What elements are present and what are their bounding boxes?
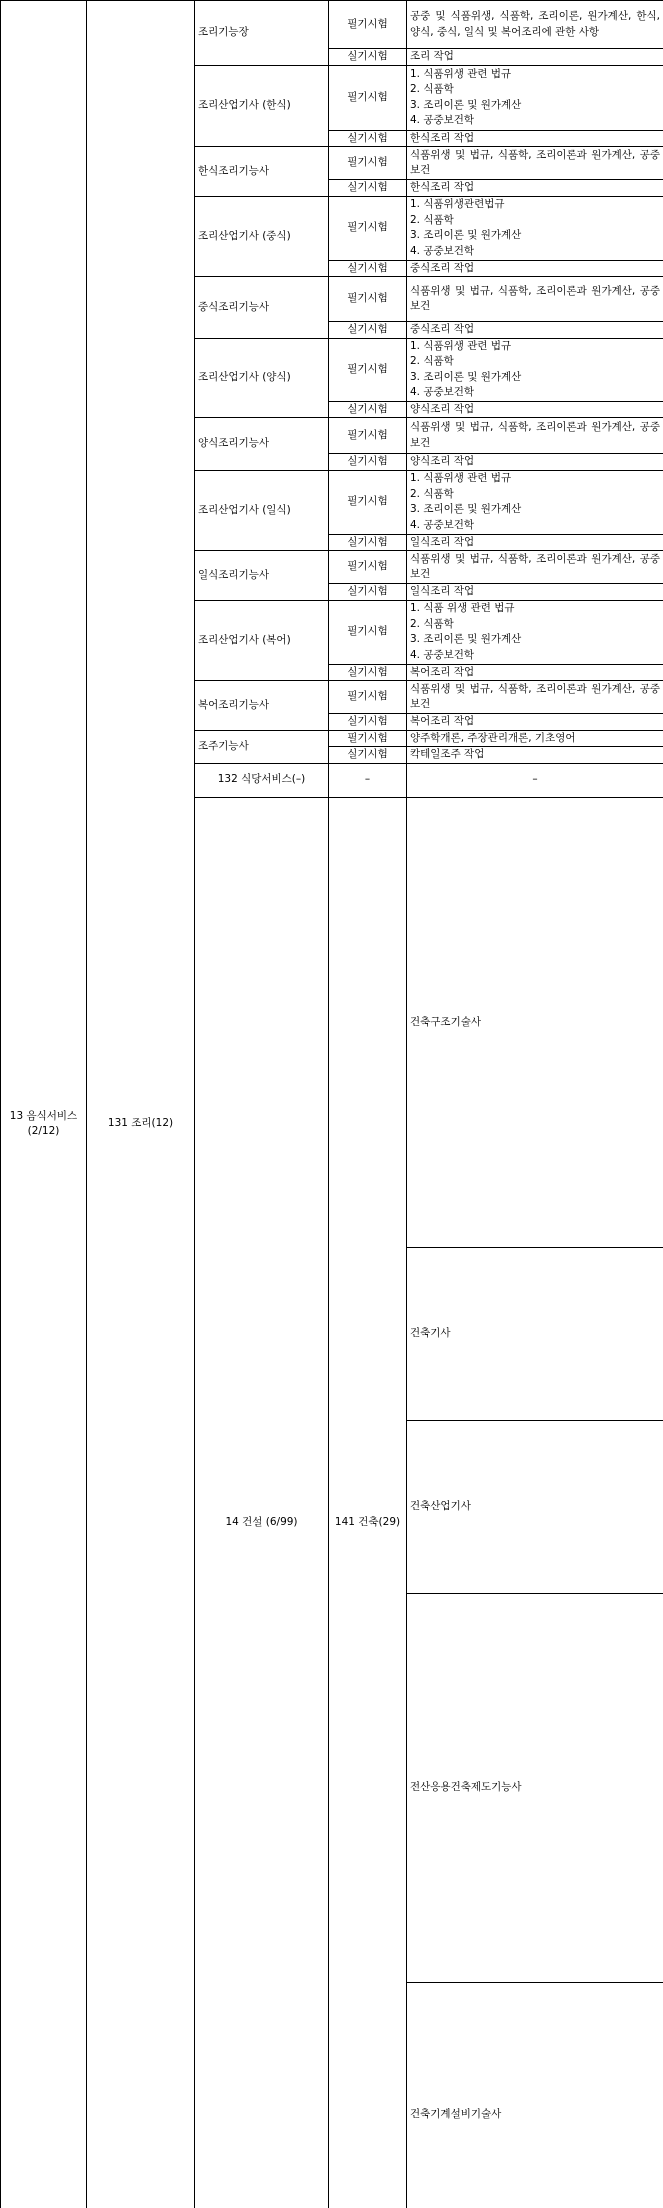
exam-subjects: 식품위생 및 법규, 식품학, 조리이론과 원가계산, 공중보건: [407, 681, 663, 714]
qualification-name: 조리산업기사 (양식): [195, 338, 329, 418]
qualification-name: 조주기능사: [195, 730, 329, 763]
major-category-food: [1, 1, 87, 2208]
exam-type: 실기시험: [329, 534, 407, 551]
exam-subjects: 양식조리 작업: [407, 454, 663, 471]
list-item: 1. 식품위생 관련 법규: [410, 471, 660, 487]
qualification-name: 조리기능장: [195, 1, 329, 66]
list-item: 2. 식품학: [410, 213, 660, 229]
exam-type: 실기시험: [329, 454, 407, 471]
list-item: 4. 공중보건학: [410, 113, 660, 129]
exam-subjects: 식품위생 및 법규, 식품학, 조리이론과 원가계산, 공중보건: [407, 551, 663, 584]
list-item: 1. 식품위생 관련 법규: [410, 339, 660, 355]
list-item: 4. 공중보건학: [410, 518, 660, 534]
exam-subjects: 식품위생 및 법규, 식품학, 조리이론과 원가계산, 공중보건: [407, 418, 663, 454]
middle-category-cook: [87, 1, 195, 2208]
exam-subjects: 양식조리 작업: [407, 401, 663, 418]
list-item: 3. 조리이론 및 원가계산: [410, 98, 660, 114]
exam-type: 필기시험: [329, 730, 407, 747]
exam-subjects: 한식조리 작업: [407, 180, 663, 197]
list-item: 2. 식품학: [410, 354, 660, 370]
exam-subjects: 공중 및 식품위생, 식품학, 조리이론, 원가계산, 한식, 양식, 중식, 일식 및 복어조리에 관한 사항: [407, 1, 663, 49]
exam-subjects-list: [407, 338, 663, 401]
list-item: 4. 공중보건학: [410, 385, 660, 401]
exam-subjects-list: [407, 65, 663, 130]
exam-type: 실기시험: [329, 584, 407, 601]
exam-subjects: 식품위생 및 법규, 식품학, 조리이론과 원가계산, 공중보건: [407, 147, 663, 180]
exam-subjects: 한식조리 작업: [407, 130, 663, 147]
exam-type: 실기시험: [329, 664, 407, 681]
exam-type: 실기시험: [329, 260, 407, 277]
list-item: 2. 식품학: [410, 487, 660, 503]
exam-type: 실기시험: [329, 322, 407, 339]
exam-type: 실기시험: [329, 401, 407, 418]
middle-category-architecture: 141 건축(29): [329, 797, 407, 2208]
list-item: 1. 식품위생 관련 법규: [410, 67, 660, 83]
major-category-food-label: 13 음식서비스 (2/12): [10, 1110, 77, 1138]
dash-cell: –: [329, 763, 407, 797]
list-item: 3. 조리이론 및 원가계산: [410, 502, 660, 518]
middle-category-cook-label: 131 조리(12): [108, 1117, 173, 1129]
qualification-name: 조리산업기사 (일식): [195, 470, 329, 551]
list-item: 3. 조리이론 및 원가계산: [410, 632, 660, 648]
exam-type: 실기시험: [329, 714, 407, 731]
qualification-name: 건축산업기사: [407, 1420, 663, 1593]
list-item: 3. 조리이론 및 원가계산: [410, 228, 660, 244]
exam-type: 필기시험: [329, 338, 407, 401]
exam-type: 실기시험: [329, 130, 407, 147]
exam-subjects-list: [407, 600, 663, 664]
list-item: 1. 식품 위생 관련 법규: [410, 601, 660, 617]
exam-type: 필기시험: [329, 681, 407, 714]
qualification-name: 중식조리기능사: [195, 277, 329, 339]
dash-cell: –: [407, 763, 663, 797]
exam-subjects: 복어조리 작업: [407, 664, 663, 681]
qualification-name: 건축기계설비기술사: [407, 1983, 663, 2208]
list-item: 2. 식품학: [410, 82, 660, 98]
exam-type: 필기시험: [329, 418, 407, 454]
exam-type: 필기시험: [329, 147, 407, 180]
exam-subjects: 중식조리 작업: [407, 322, 663, 339]
exam-type: 실기시험: [329, 180, 407, 197]
qualification-name: 양식조리기능사: [195, 418, 329, 471]
exam-subjects: 일식조리 작업: [407, 534, 663, 551]
qualification-name: 조리산업기사 (복어): [195, 600, 329, 681]
qualification-name: 건축기사: [407, 1248, 663, 1421]
exam-subjects: 일식조리 작업: [407, 584, 663, 601]
major-category-construction: 14 건설 (6/99): [195, 797, 329, 2208]
list-item: 4. 공중보건학: [410, 244, 660, 260]
exam-subjects: 칵테일조주 작업: [407, 747, 663, 764]
exam-subjects: 조리 작업: [407, 49, 663, 66]
qualification-name: 조리산업기사 (중식): [195, 196, 329, 277]
exam-subjects: 복어조리 작업: [407, 714, 663, 731]
qualification-name: 한식조리기능사: [195, 147, 329, 197]
list-item: 1. 식품위생관련법규: [410, 197, 660, 213]
list-item: 4. 공중보건학: [410, 648, 660, 664]
qualification-name: 건축구조기술사: [407, 797, 663, 1248]
exam-subjects: 중식조리 작업: [407, 260, 663, 277]
exam-type: 필기시험: [329, 277, 407, 322]
exam-type: 실기시험: [329, 49, 407, 66]
list-item: 2. 식품학: [410, 617, 660, 633]
exam-type: 필기시험: [329, 470, 407, 534]
exam-subjects-list: [407, 196, 663, 260]
middle-category-restaurant: 132 식당서비스(–): [195, 763, 329, 797]
qualification-name: 전산응용건축제도기능사: [407, 1593, 663, 1983]
exam-type: 필기시험: [329, 551, 407, 584]
qualification-name: 조리산업기사 (한식): [195, 65, 329, 147]
exam-type: 필기시험: [329, 196, 407, 260]
exam-subjects: 양주학개론, 주장관리개론, 기초영어: [407, 730, 663, 747]
exam-type: 실기시험: [329, 747, 407, 764]
exam-subjects: 식품위생 및 법규, 식품학, 조리이론과 원가계산, 공중보건: [407, 277, 663, 322]
qualification-name: 일식조리기능사: [195, 551, 329, 601]
qualification-name: 복어조리기능사: [195, 681, 329, 731]
exam-type: 필기시험: [329, 1, 407, 49]
exam-type: 필기시험: [329, 600, 407, 664]
exam-subjects-list: [407, 470, 663, 534]
list-item: 3. 조리이론 및 원가계산: [410, 370, 660, 386]
exam-type: 필기시험: [329, 65, 407, 130]
